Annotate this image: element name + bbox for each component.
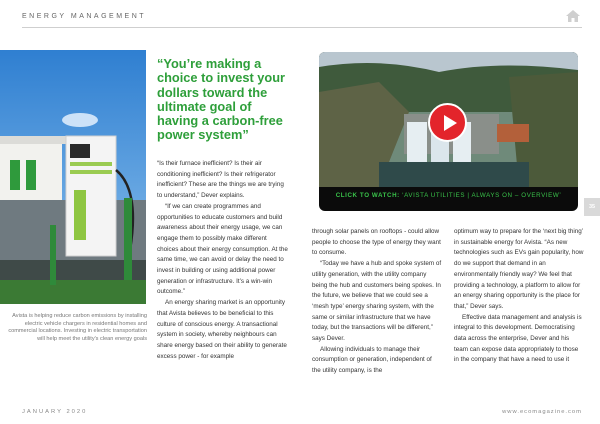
page-number-tab: 35	[584, 198, 600, 216]
ev-charger-photo	[0, 50, 146, 304]
paragraph: Allowing individuals to manage their consumption or generation, independent of the utility company, is the	[312, 345, 432, 375]
paragraph: “Today we have a hub and spoke system of utility generation, with the utility company being the hub and customers being spokes. In the future, we believe that we could see a ‘mesh type’ energy sharing system, with the same or similar infrastructure that we have today, but the transactions will be different,” says Dever.	[312, 260, 442, 343]
play-icon	[442, 114, 458, 132]
pull-quote: “You’re making a choice to invest your dollars toward the ultimate goal of having a carbon-free power system”	[157, 56, 286, 143]
video-caption[interactable]	[319, 192, 578, 199]
footer-site[interactable]: www.ecomagazine.com	[502, 409, 582, 415]
paragraph: optimum way to prepare for the ‘next big thing’ in sustainable energy for Avista. “As new technologies such as EVs gain popularity, how do we support that demand in an environmentally friendly way? We feel that providing a technology, a platform to allow for an energy sharing opportunity is the place for that,” Dever says.	[454, 228, 584, 310]
body-column-2	[312, 227, 442, 377]
footer-date: JANUARY 2020	[22, 409, 88, 415]
play-button[interactable]	[428, 103, 467, 142]
paragraph: An energy sharing market is an opportunity that Avista believes to be beneficial to this culture of conscious energy. A transactional system in society, whereby neighbours can share energy based on their ability to generate excess power - for example	[157, 299, 287, 360]
paragraph: Effective data management and analysis is integral to this development. Democratising data across the enterprise, Dever and his team can expose data appropriately to those in the company that have a need to use it	[454, 313, 582, 364]
paragraph: “Is their furnace inefficient? Is their air conditioning inefficient? Is their refrigerator inefficient? These are the things we are trying to understand,” Dever explains.	[157, 160, 284, 200]
body-column-1	[157, 159, 289, 362]
paragraph: “If we can create programmes and opportunities to educate customers and build awareness about their energy usage, we can engage them to possibly make different choices about their energy consumption. At the same time, we can avoid or delay the need to invest in building or using additional power generation or infrastructure. It’s a win-win outcome.”	[157, 202, 288, 296]
paragraph: through solar panels on rooftops - could allow people to choose the type of energy they want to consume.	[312, 228, 441, 257]
home-icon[interactable]	[565, 9, 581, 23]
header-rule	[22, 27, 582, 28]
video-caption-lead: CLICK TO WATCH:	[335, 192, 400, 199]
body-column-3	[454, 227, 584, 366]
section-title: ENERGY MANAGEMENT	[22, 13, 147, 20]
video-player[interactable]	[319, 52, 578, 211]
photo-caption: Avista is helping reduce carbon emissions by installing electric vehicle chargers in residential homes and commercial locations. Investing in electric transportation will help meet the utility's clean energy goals	[8, 313, 147, 342]
video-caption-title: ‘AVISTA UTILITIES | ALWAYS ON – OVERVIEW’	[402, 192, 562, 199]
